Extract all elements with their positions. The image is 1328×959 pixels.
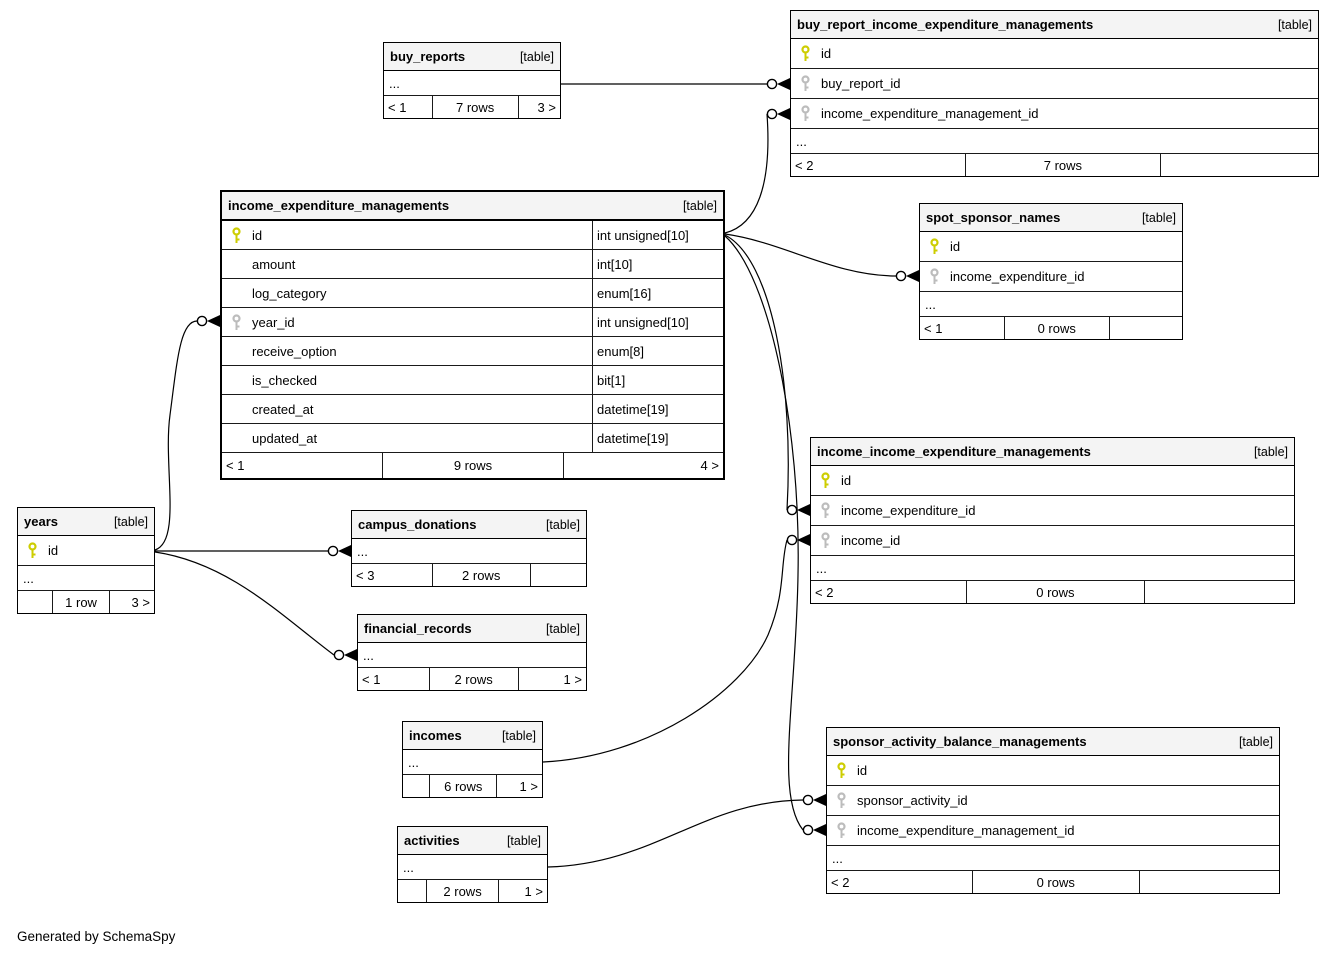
column-row-buy-report-id <box>791 69 1318 99</box>
column-name: id <box>821 46 832 61</box>
footer-prev-count: < 2 <box>831 874 850 890</box>
table-footer <box>403 775 542 797</box>
footer-next-count <box>530 564 586 586</box>
table-header <box>358 615 586 643</box>
table-tag: [table] <box>682 198 717 213</box>
table-name[interactable]: activities <box>404 833 460 848</box>
table-footer <box>791 154 1318 176</box>
table-footer <box>352 564 586 586</box>
table-name[interactable]: spot_sponsor_names <box>926 210 1061 225</box>
primary-key-icon <box>920 238 950 255</box>
table-footer <box>827 871 1279 893</box>
columns-ellipsis: ... <box>352 539 586 564</box>
column-name: id <box>950 239 961 254</box>
foreign-key-icon <box>920 268 950 285</box>
table-income-expenditure-managements[interactable] <box>220 190 725 480</box>
table-footer <box>398 880 547 902</box>
table-tag: [table] <box>113 514 148 529</box>
table-buy-reports[interactable] <box>383 42 561 119</box>
column-type: int unsigned[10] <box>592 308 723 336</box>
column-row-income-expenditure-id <box>811 496 1294 526</box>
column-row-income-id <box>811 526 1294 556</box>
primary-key-icon <box>827 762 857 779</box>
table-tag: [table] <box>1277 17 1312 32</box>
foreign-key-icon <box>222 314 252 331</box>
column-name: buy_report_id <box>821 76 901 91</box>
column-row-income-expenditure-management-id <box>827 816 1279 846</box>
column-name: income_expenditure_id <box>950 269 1085 284</box>
column-type: datetime[19] <box>592 395 723 423</box>
table-tag: [table] <box>506 833 541 848</box>
table-activities[interactable] <box>397 826 548 903</box>
table-header <box>811 438 1294 466</box>
footer-row-count: 7 rows <box>965 154 1160 176</box>
table-tag: [table] <box>519 49 554 64</box>
table-tag: [table] <box>501 728 536 743</box>
relation-years-to-campus-donations <box>155 545 351 557</box>
table-income-income-expenditure-managements[interactable] <box>810 437 1295 604</box>
footer-next-count: 1 > <box>498 880 547 902</box>
footer-prev-count: < 1 <box>362 671 381 687</box>
footer-prev-count: < 3 <box>356 567 375 583</box>
table-sponsor-activity-balance-managements[interactable] <box>826 727 1280 894</box>
columns-ellipsis: ... <box>791 129 1318 154</box>
table-name[interactable]: income_expenditure_managements <box>228 198 450 213</box>
table-header <box>398 827 547 855</box>
foreign-key-icon <box>811 502 841 519</box>
column-name: is_checked <box>252 372 318 388</box>
footer-prev-count <box>18 591 52 613</box>
table-tag: [table] <box>1238 734 1273 749</box>
column-type: datetime[19] <box>592 424 723 452</box>
table-name[interactable]: income_income_expenditure_managements <box>817 444 1091 459</box>
table-header <box>403 722 542 750</box>
footer-row-count: 0 rows <box>972 871 1139 893</box>
column-row-id <box>827 756 1279 786</box>
relation-iem-to-brem <box>725 108 790 233</box>
column-name: updated_at <box>252 430 318 446</box>
footer-row-count: 0 rows <box>966 581 1145 603</box>
column-name: id <box>48 543 59 558</box>
footer-prev-count <box>398 880 426 902</box>
column-type: enum[16] <box>592 279 723 307</box>
column-row-log-category <box>222 279 723 308</box>
foreign-key-icon <box>791 105 821 122</box>
column-name: income_expenditure_management_id <box>821 106 1039 121</box>
footer-next-count: 1 > <box>496 775 542 797</box>
column-name: income_expenditure_management_id <box>857 823 1075 838</box>
column-row-is-checked <box>222 366 723 395</box>
column-type: int[10] <box>592 250 723 278</box>
table-name[interactable]: buy_report_income_expenditure_managements <box>797 17 1094 32</box>
footer-next-count: 3 > <box>109 591 154 613</box>
footer-row-count: 7 rows <box>432 96 518 118</box>
table-footer <box>920 317 1182 339</box>
relation-years-to-iem <box>155 315 220 550</box>
relation-activities-to-sabm <box>548 794 826 867</box>
primary-key-icon <box>811 472 841 489</box>
column-name: income_expenditure_id <box>841 503 976 518</box>
table-header <box>384 43 560 71</box>
primary-key-icon <box>18 542 48 559</box>
table-incomes[interactable] <box>402 721 543 798</box>
footer-row-count: 2 rows <box>426 880 498 902</box>
table-footer <box>384 96 560 118</box>
table-name[interactable]: campus_donations <box>358 517 477 532</box>
table-name[interactable]: years <box>24 514 58 529</box>
column-row-amount <box>222 250 723 279</box>
footer-row-count: 1 row <box>52 591 109 613</box>
table-footer <box>811 581 1294 603</box>
columns-ellipsis: ... <box>18 566 154 591</box>
column-row-updated-at <box>222 424 723 452</box>
table-campus-donations[interactable] <box>351 510 587 587</box>
relation-years-to-financial-records <box>155 552 357 661</box>
table-tag: [table] <box>545 621 580 636</box>
footer-next-count: 3 > <box>518 96 560 118</box>
footer-next-count <box>1109 317 1182 339</box>
footer-prev-count: < 2 <box>795 157 814 173</box>
columns-ellipsis: ... <box>384 71 560 96</box>
column-row-receive-option <box>222 337 723 366</box>
table-footer <box>222 452 723 478</box>
footer-row-count: 2 rows <box>432 564 530 586</box>
primary-key-icon <box>791 45 821 62</box>
footer-next-count <box>1144 581 1294 603</box>
table-header <box>827 728 1279 756</box>
column-type: int unsigned[10] <box>592 221 723 249</box>
columns-ellipsis: ... <box>827 846 1279 871</box>
table-header <box>222 192 723 221</box>
column-row-id <box>920 232 1182 262</box>
column-name: income_id <box>841 533 901 548</box>
footer-prev-count <box>403 775 429 797</box>
foreign-key-icon <box>811 532 841 549</box>
column-row-id <box>811 466 1294 496</box>
column-row-year-id <box>222 308 723 337</box>
relation-iem-to-iiem <box>725 235 810 516</box>
column-name: amount <box>252 256 296 272</box>
relation-buy-reports-to-brem <box>561 78 790 90</box>
columns-ellipsis: ... <box>398 855 547 880</box>
columns-ellipsis: ... <box>358 643 586 668</box>
table-name[interactable]: financial_records <box>364 621 472 636</box>
footer-row-count: 2 rows <box>429 668 518 690</box>
relation-iem-to-spot-sponsor-names <box>725 234 919 282</box>
footer-next-count: 4 > <box>563 453 723 478</box>
table-name[interactable]: sponsor_activity_balance_managements <box>833 734 1087 749</box>
table-name[interactable]: incomes <box>409 728 462 743</box>
table-financial-records[interactable] <box>357 614 587 691</box>
column-name: id <box>857 763 868 778</box>
footer-next-count: 1 > <box>518 668 586 690</box>
generator-note: Generated by SchemaSpy <box>17 929 176 944</box>
column-name: year_id <box>252 314 295 330</box>
table-years[interactable] <box>17 507 155 614</box>
table-header <box>920 204 1182 232</box>
column-name: id <box>252 227 263 243</box>
column-row-income-expenditure-management-id <box>791 99 1318 129</box>
table-tag: [table] <box>1253 444 1288 459</box>
foreign-key-icon <box>827 822 857 839</box>
column-type: bit[1] <box>592 366 723 394</box>
table-buy-report-income-expenditure-managements[interactable] <box>790 10 1319 177</box>
column-row-income-expenditure-id <box>920 262 1182 292</box>
foreign-key-icon <box>827 792 857 809</box>
footer-prev-count: < 2 <box>815 584 834 600</box>
table-header <box>791 11 1318 39</box>
column-name: id <box>841 473 852 488</box>
table-tag: [table] <box>545 517 580 532</box>
column-row-id <box>18 536 154 566</box>
table-name[interactable]: buy_reports <box>390 49 466 64</box>
column-type: enum[8] <box>592 337 723 365</box>
primary-key-icon <box>222 227 252 244</box>
columns-ellipsis: ... <box>920 292 1182 317</box>
column-name: created_at <box>252 401 314 417</box>
column-name: sponsor_activity_id <box>857 793 968 808</box>
footer-prev-count: < 1 <box>226 458 245 473</box>
table-footer <box>18 591 154 613</box>
column-name: log_category <box>252 285 327 301</box>
footer-row-count: 0 rows <box>1004 317 1109 339</box>
columns-ellipsis: ... <box>403 750 542 775</box>
footer-row-count: 9 rows <box>382 453 562 478</box>
table-spot-sponsor-names[interactable] <box>919 203 1183 340</box>
footer-next-count <box>1160 154 1318 176</box>
column-row-created-at <box>222 395 723 424</box>
table-header <box>18 508 154 536</box>
footer-next-count <box>1139 871 1279 893</box>
footer-row-count: 6 rows <box>429 775 496 797</box>
table-footer <box>358 668 586 690</box>
column-row-id <box>222 221 723 250</box>
table-header <box>352 511 586 539</box>
column-name: receive_option <box>252 343 337 359</box>
columns-ellipsis: ... <box>811 556 1294 581</box>
footer-prev-count: < 1 <box>388 99 407 115</box>
column-row-id <box>791 39 1318 69</box>
column-row-sponsor-activity-id <box>827 786 1279 816</box>
foreign-key-icon <box>791 75 821 92</box>
footer-prev-count: < 1 <box>924 320 943 336</box>
table-tag: [table] <box>1141 210 1176 225</box>
